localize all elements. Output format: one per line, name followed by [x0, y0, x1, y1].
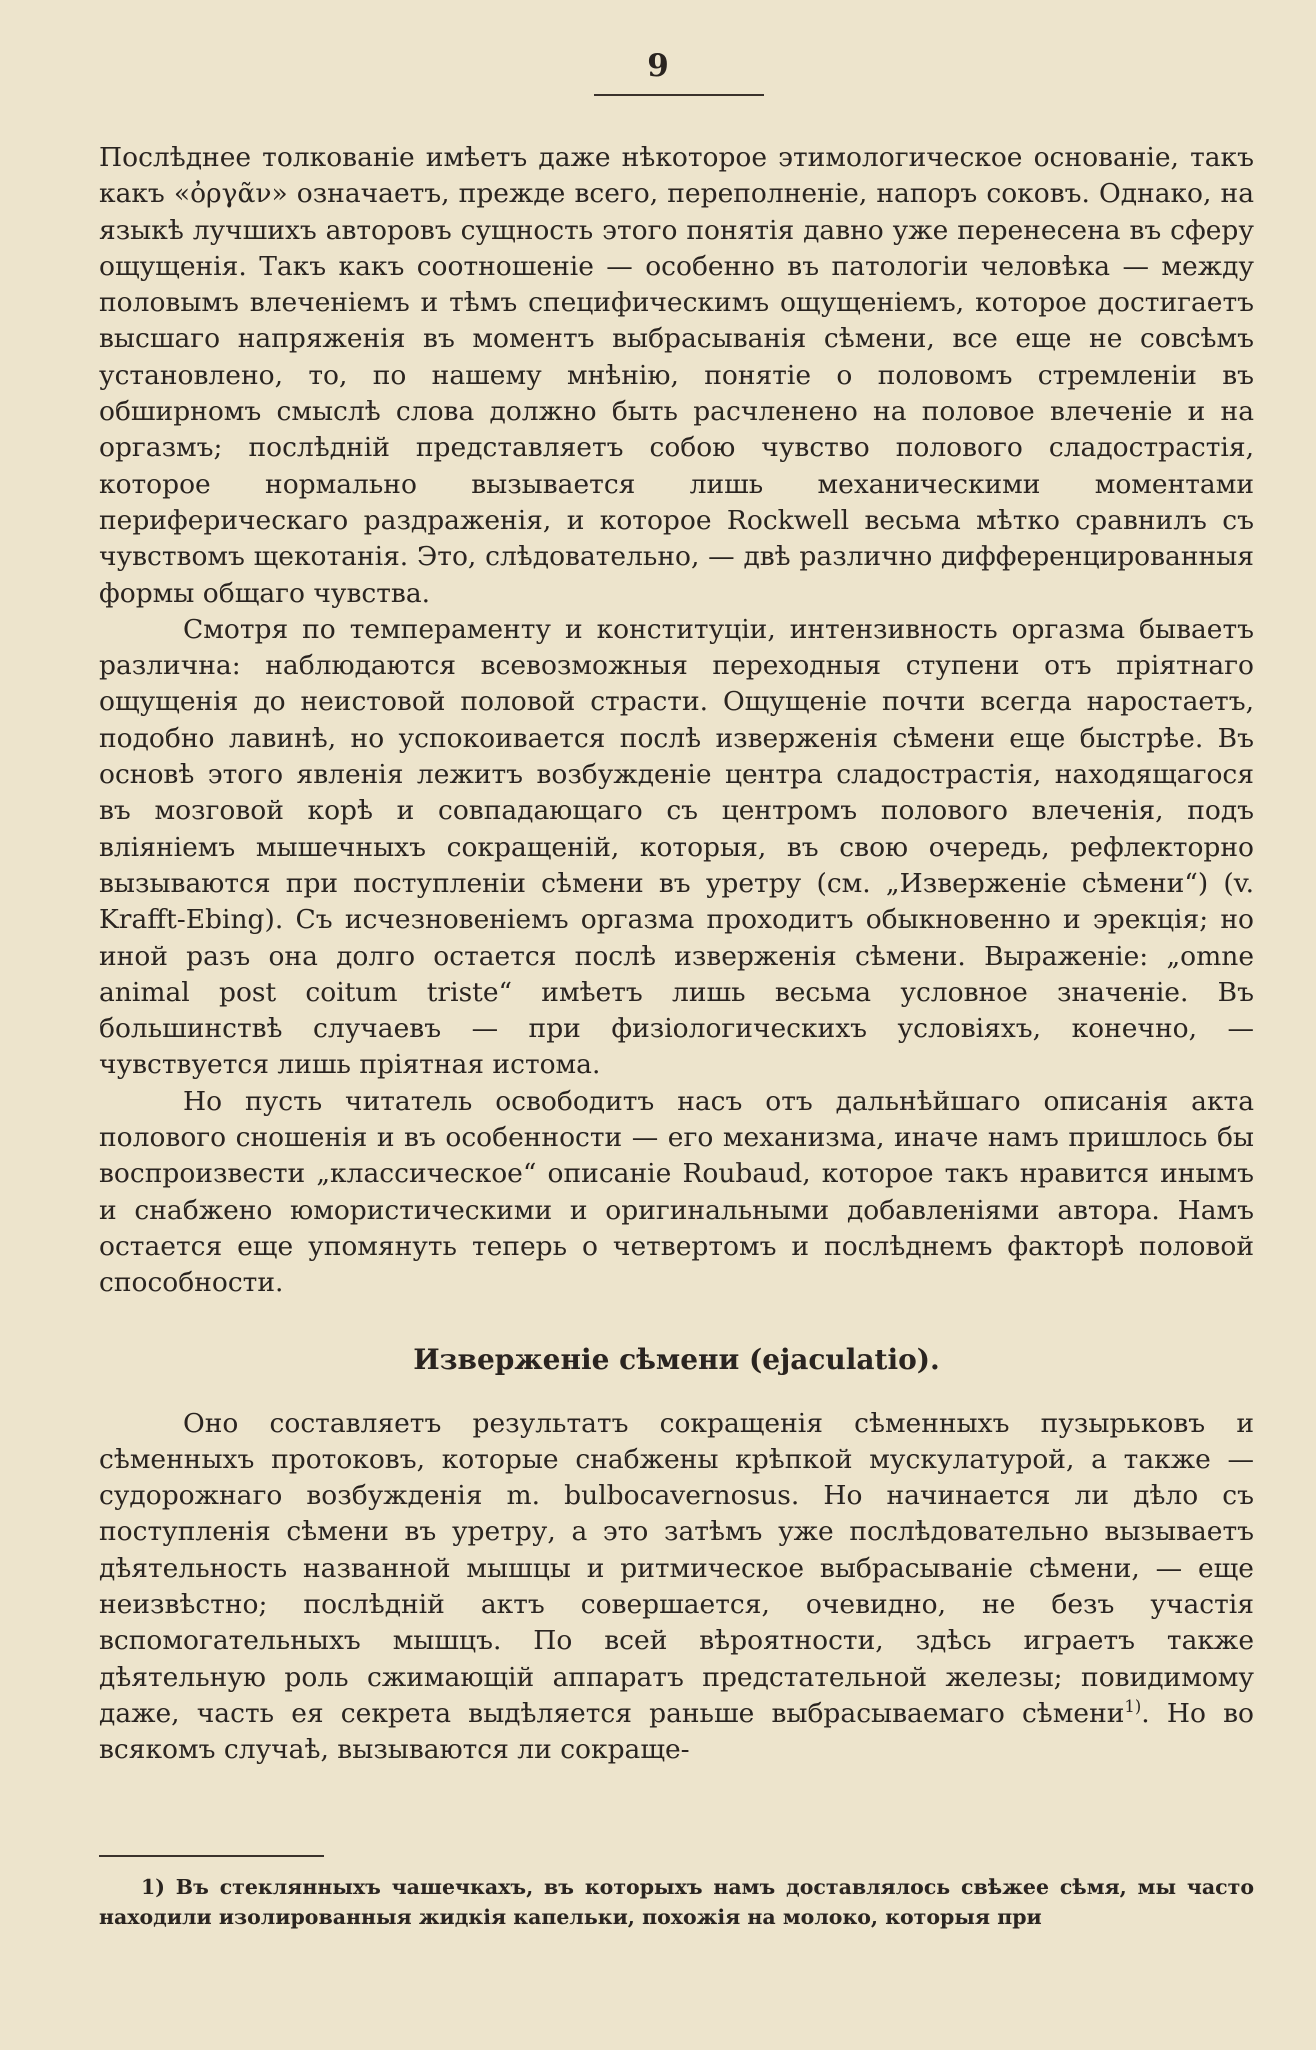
body-text [99, 140, 1254, 1768]
paragraph: Послѣднее толкованіе имѣетъ даже нѣкоторое этимологическое основаніе, такъ какъ «ὀργᾶν» означаетъ, прежде всего, переполненіе, напоръ соковъ. Однако, на языкѣ лучшихъ авторовъ сущность этого понятія давно уже перенесена въ сферу ощущенія. Такъ какъ соотношеніе — особенно въ патологіи человѣка — между половымъ влеченіемъ и тѣмъ специфическимъ ощущеніемъ, которое достигаетъ высшаго напряженія въ моментъ выбрасыванія сѣмени, все еще не совсѣмъ установлено, то, по нашему мнѣнію, понятіе о половомъ стремленіи въ обширномъ смыслѣ слова должно быть расчленено на половое влеченіе и на оргазмъ; послѣдній представляетъ собою чувство полового сладострастія, которое нормально вызывается лишь механическими моментами периферическаго раздраженія, и которое Rockwell весьма мѣтко сравнилъ съ чувствомъ щекотанія. Это, слѣдовательно, — двѣ различно дифференцированныя формы общаго чувства. [99, 142, 1254, 609]
page-number: 9 [647, 48, 669, 84]
footnote-rule [99, 1855, 324, 1857]
section-heading: Изверженіе сѣмени (ejaculatio). [413, 1342, 940, 1376]
section-paragraph-text: Оно составляетъ результатъ сокращенія сѣменныхъ пузырьковъ и сѣменныхъ протоковъ, которые снабжены крѣпкой мускулатурой, а также — судорожнаго возбужденія m. bulbocavernosus. Но начинается ли дѣло съ поступленія сѣмени въ уретру, а это затѣмъ уже послѣдовательно вызываетъ дѣятельность названной мышцы и ритмическое выбрасываніе сѣмени, — еще неизвѣстно; послѣдній актъ совершается, очевидно, не безъ участія вспомогательныхъ мышцъ. По всей вѣроятности, здѣсь играетъ также дѣятельную роль сжимающій аппаратъ предстательной железы; повидимому даже, часть ея секрета выдѣляется раньше выбрасываемаго сѣмени [99, 1407, 1254, 1729]
footnote: 1) Въ стеклянныхъ чашечкахъ, въ которыхъ намъ доставлялось свѣжее сѣмя, мы часто находили изолированныя жидкія капельки, похожія на молоко, которыя при [99, 1875, 1254, 1929]
header-rule [594, 94, 764, 96]
section-paragraph [99, 1406, 1254, 1769]
paragraph: Смотря по темпераменту и конституціи, интензивность оргазма бываетъ различна: наблюдаются всевозможныя переходныя ступени отъ пріятнаго ощущенія до неистовой половой страсти. Ощущеніе почти всегда наростаетъ, подобно лавинѣ, но успокоивается послѣ изверженія сѣмени еще быстрѣе. Въ основѣ этого явленія лежитъ возбужденіе центра сладострастія, находящагося въ мозговой корѣ и совпадающаго съ центромъ полового влеченія, подъ вліяніемъ мышечныхъ сокращеній, которыя, въ свою очередь, рефлекторно вызываются при поступленіи сѣмени въ уретру (см. „Изверженіе сѣмени“) (v. Krafft-Ebing). Съ исчезновеніемъ оргазма проходитъ обыкновенно и эрекція; но иной разъ она долго остается послѣ изверженія сѣмени. Выраженіе: „omne animal post coitum triste“ имѣетъ лишь весьма условное значеніе. Въ большинствѣ случаевъ — при физіологическихъ условіяхъ, конечно, — чувствуется лишь пріятная истома. [99, 613, 1254, 1081]
section-paragraph-end: . Но во всякомъ случаѣ, вызываются ли сокраще- [99, 1697, 1254, 1766]
footnote-marker: 1) [1124, 1697, 1142, 1717]
paragraph: Но пусть читатель освободитъ насъ отъ дальнѣйшаго описанія акта полового сношенія и въ особенности — его механизма, иначе намъ пришлось бы воспроизвести „классическое“ описаніе Roubaud, которое такъ нравится инымъ и снабжено юмористическими и оригинальными добавленіями автора. Намъ остается еще упомянуть теперь о четвертомъ и послѣднемъ факторѣ половой способности. [99, 1085, 1254, 1299]
